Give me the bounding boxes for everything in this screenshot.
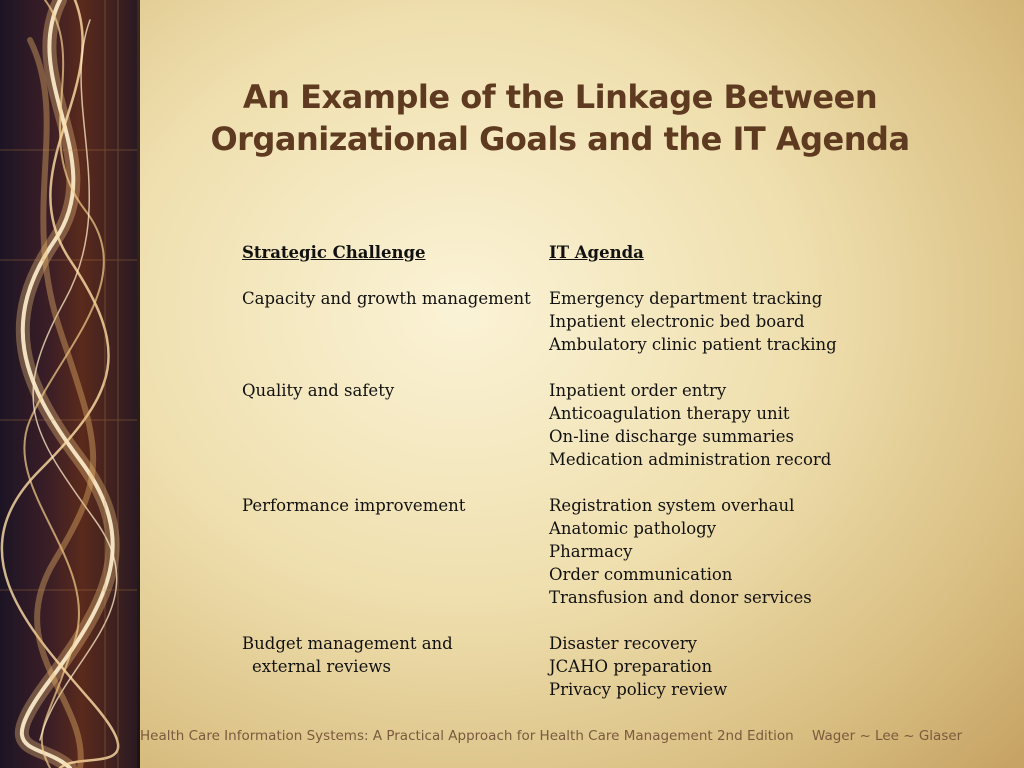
strategic-challenge: Performance improvement — [242, 496, 466, 515]
slide-title-line-2: Organizational Goals and the IT Agenda — [210, 120, 910, 158]
it-agenda-item: JCAHO preparation — [549, 657, 713, 676]
strategic-challenge-line-1: Budget management and — [242, 634, 453, 653]
it-agenda-item: Registration system overhaul — [549, 496, 795, 515]
it-agenda-item: Order communication — [549, 565, 733, 584]
strategic-challenge: Quality and safety — [242, 381, 395, 400]
decorative-flame-image — [0, 0, 137, 768]
it-agenda-list — [549, 632, 727, 701]
footer-authors: Wager ~ Lee ~ Glaser — [811, 728, 963, 744]
it-agenda-item: Inpatient electronic bed board — [549, 312, 805, 331]
it-agenda-item: Inpatient order entry — [549, 381, 727, 400]
table-header-row — [242, 241, 862, 264]
slide-title-line-1: An Example of the Linkage Between — [242, 78, 878, 116]
footer-book-title: Health Care Information Systems: A Practical Approach for Health Care Management 2nd Edition — [140, 728, 794, 744]
it-agenda-item: Privacy policy review — [549, 680, 728, 699]
slide-footer — [140, 728, 1010, 744]
table-row — [242, 494, 862, 609]
table-row — [242, 632, 862, 701]
header-strategic-challenge: Strategic Challenge — [242, 243, 426, 262]
it-agenda-item: Disaster recovery — [549, 634, 697, 653]
it-agenda-item: Emergency department tracking — [549, 289, 823, 308]
it-agenda-item: Anatomic pathology — [549, 519, 717, 538]
strategic-challenge-line-2: external reviews — [252, 657, 391, 676]
it-agenda-item: Anticoagulation therapy unit — [549, 404, 790, 423]
it-agenda-list — [549, 379, 831, 471]
it-agenda-item: On-line discharge summaries — [549, 427, 795, 446]
it-agenda-item: Pharmacy — [549, 542, 633, 561]
slide-title — [140, 76, 980, 160]
table-row — [242, 287, 862, 356]
strategic-challenge: Capacity and growth management — [242, 289, 531, 308]
header-it-agenda: IT Agenda — [549, 243, 644, 262]
linkage-table — [242, 241, 862, 701]
it-agenda-item: Transfusion and donor services — [549, 588, 812, 607]
it-agenda-list — [549, 287, 837, 356]
it-agenda-list — [549, 494, 812, 609]
strategic-challenge — [242, 632, 549, 701]
it-agenda-item: Medication administration record — [549, 450, 832, 469]
table-row — [242, 379, 862, 471]
it-agenda-item: Ambulatory clinic patient tracking — [549, 335, 837, 354]
